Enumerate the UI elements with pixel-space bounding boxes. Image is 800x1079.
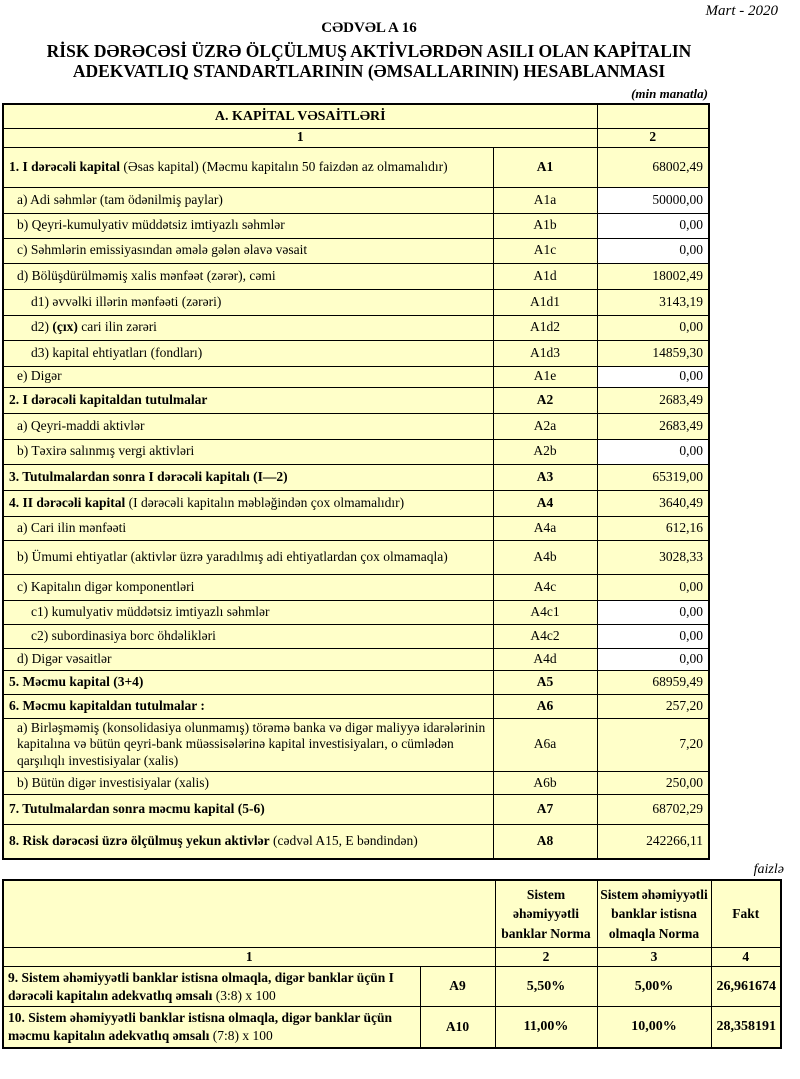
title-line-2: ADEKVATLIQ STANDARTLARININ (ƏMSALLARININ) HESABLANMASI [72, 61, 666, 81]
label-text: b) Ümumi ehtiyatlar (aktivlər üzrə yaradılmış adi ehtiyatlardan çox olmamaqla) [17, 548, 448, 564]
table-row [3, 1007, 781, 1048]
row-code: A4b [493, 540, 597, 574]
row-code: A1d1 [493, 289, 597, 315]
row-code: A1d2 [493, 315, 597, 340]
page-header [0, 0, 738, 81]
row-label [3, 340, 493, 366]
table-row [3, 187, 709, 213]
row-code: A1 [493, 147, 597, 187]
row-value: 0,00 [597, 648, 709, 670]
row-value: 0,00 [597, 439, 709, 464]
row-norm-excluding: 5,00% [597, 967, 711, 1007]
row-label [3, 263, 493, 289]
row-code: A4 [493, 490, 597, 516]
label-text: (cədvəl A15, E bəndindən) [269, 832, 418, 848]
section-header-row [3, 104, 709, 128]
row-value: 0,00 [597, 600, 709, 624]
label-text: a) Cari ilin mənfəəti [17, 519, 127, 535]
row-label [3, 490, 493, 516]
label-text: c1) kumulyativ müddətsiz imtiyazlı səhmlər [31, 603, 270, 619]
row-label [3, 289, 493, 315]
row-code: A9 [420, 967, 495, 1007]
row-value: 0,00 [597, 624, 709, 648]
column-number-1: 1 [3, 948, 495, 967]
row-label [3, 574, 493, 600]
label-text: c) Səhmlərin emissiyasından əmələ gələn əlavə vəsait [17, 242, 308, 258]
column-number-4: 4 [711, 948, 781, 967]
row-code: A5 [493, 670, 597, 694]
row-code: A6b [493, 772, 597, 795]
label-bold-text: 5. Məcmu kapital (3+4) [9, 673, 144, 689]
label-text: d) Bölüşdürülməmiş xalis mənfəət (zərər), cəmi [17, 267, 276, 283]
table-row [3, 387, 709, 413]
row-code: A1c [493, 238, 597, 263]
label-text: a) Adi səhmlər (tam ödənilmiş paylar) [17, 191, 223, 207]
row-code: A1a [493, 187, 597, 213]
row-label [3, 540, 493, 574]
row-value: 2683,49 [597, 413, 709, 439]
capital-table [2, 103, 710, 860]
table-row [3, 795, 709, 825]
row-value: 257,20 [597, 694, 709, 718]
row-code: A6 [493, 694, 597, 718]
row-code: A3 [493, 464, 597, 490]
row-label [3, 648, 493, 670]
row-label [3, 187, 493, 213]
ratio-header-empty-cell [3, 880, 495, 948]
ratio-table [2, 879, 782, 1049]
row-label [3, 413, 493, 439]
row-code: A1b [493, 213, 597, 238]
label-text: d1) əvvəlki illərin mənfəəti (zərəri) [31, 293, 222, 309]
column-number-1: 1 [3, 128, 597, 147]
ratio-header-fact: Fakt [711, 880, 781, 948]
row-code: A4c2 [493, 624, 597, 648]
table-row [3, 289, 709, 315]
label-bold-text: 6. Məcmu kapitaldan tutulmalar : [9, 697, 205, 713]
table-row [3, 670, 709, 694]
section-header: A. KAPİTAL VƏSAİTLƏRİ [3, 104, 597, 128]
label-bold-text: 10. Sistem əhəmiyyətli banklar istisna olmaqla, digər banklar üçün məcmu kapitalın adekvatlıq əmsalı [8, 1010, 393, 1043]
row-label [3, 694, 493, 718]
row-label [3, 967, 420, 1007]
label-bold-text: 4. II dərəcəli kapital [9, 494, 126, 510]
row-value: 242266,11 [597, 825, 709, 859]
row-code: A4c [493, 574, 597, 600]
table-number: CƏDVƏL A 16 [321, 20, 417, 36]
table-row [3, 648, 709, 670]
table-row [3, 315, 709, 340]
row-label [3, 315, 493, 340]
row-code: A1d [493, 263, 597, 289]
row-code: A4a [493, 516, 597, 540]
table-row [3, 263, 709, 289]
percent-note: faizlə [753, 861, 784, 877]
row-value: 2683,49 [597, 387, 709, 413]
row-value: 65319,00 [597, 464, 709, 490]
ratio-header-norm-systemic: Sistem əhəmiyyətli banklar Norma [495, 880, 597, 948]
label-text: (7:8) x 100 [212, 1027, 273, 1043]
label-bold-text: 9. Sistem əhəmiyyətli banklar istisna olmaqla, digər banklar üçün I dərəcəli kapitalın adekvatlıq əmsalı [8, 970, 394, 1003]
label-text: b) Qeyri-kumulyativ müddətsiz imtiyazlı səhmlər [17, 217, 285, 233]
ratio-header-row [3, 880, 781, 948]
row-label [3, 600, 493, 624]
row-value: 0,00 [597, 213, 709, 238]
row-code: A2a [493, 413, 597, 439]
row-value: 3143,19 [597, 289, 709, 315]
ratio-header-norm-excluding: Sistem əhəmiyyətli banklar istisna olmaqla Norma [597, 880, 711, 948]
label-text: d2) [31, 319, 53, 335]
label-text: c) Kapitalın digər komponentləri [17, 578, 195, 594]
label-bold-text: 1. I dərəcəli kapital [9, 158, 120, 174]
row-value: 68959,49 [597, 670, 709, 694]
row-label [3, 387, 493, 413]
row-value: 7,20 [597, 718, 709, 772]
label-bold-text: (çıx) [52, 319, 78, 335]
label-text: (Əsas kapital) (Məcmu kapitalın 50 faizdən az olmamalıdır) [120, 158, 448, 174]
row-value: 250,00 [597, 772, 709, 795]
table-row [3, 540, 709, 574]
label-text: a) Birləşməmiş (konsolidasiya olunmamış) törəmə banka və digər maliyyə idarələrinin kapitalına və bütün qeyri-bank müəssisələrinə kapital investisiyaları, o cümlədən qarşılıqlı investisiyalar (xalis) [17, 719, 486, 769]
table-row [3, 490, 709, 516]
column-number-2: 2 [597, 128, 709, 147]
table-row [3, 238, 709, 263]
row-label [3, 366, 493, 387]
page-title [0, 41, 738, 81]
table-row [3, 464, 709, 490]
row-value: 0,00 [597, 238, 709, 263]
row-code: A2 [493, 387, 597, 413]
row-norm-systemic: 11,00% [495, 1007, 597, 1048]
row-value: 50000,00 [597, 187, 709, 213]
table-row [3, 600, 709, 624]
row-code: A8 [493, 825, 597, 859]
row-label [3, 147, 493, 187]
label-text: (3:8) x 100 [215, 987, 276, 1003]
row-fact: 28,358191 [711, 1007, 781, 1048]
row-code: A1e [493, 366, 597, 387]
table-row [3, 366, 709, 387]
row-norm-excluding: 10,00% [597, 1007, 711, 1048]
column-number-2: 2 [495, 948, 597, 967]
table-row [3, 825, 709, 859]
table-row [3, 213, 709, 238]
table-row [3, 147, 709, 187]
row-code: A6a [493, 718, 597, 772]
row-label [3, 624, 493, 648]
row-value: 612,16 [597, 516, 709, 540]
report-period: Mart - 2020 [705, 3, 778, 19]
table-row [3, 694, 709, 718]
table-row [3, 772, 709, 795]
row-label [3, 516, 493, 540]
table-row [3, 967, 781, 1007]
table-row [3, 516, 709, 540]
table-row [3, 439, 709, 464]
row-value: 68002,49 [597, 147, 709, 187]
label-bold-text: 8. Risk dərəcəsi üzrə ölçülmuş yekun aktivlər [9, 832, 270, 848]
table-row [3, 340, 709, 366]
row-value: 14859,30 [597, 340, 709, 366]
label-text: a) Qeyri-maddi aktivlər [17, 417, 145, 433]
row-fact: 26,961674 [711, 967, 781, 1007]
row-label [3, 772, 493, 795]
table-row [3, 574, 709, 600]
row-code: A4d [493, 648, 597, 670]
label-bold-text: 7. Tutulmalardan sonra məcmu kapital (5-6) [9, 801, 265, 817]
label-bold-text: 3. Tutulmalardan sonra I dərəcəli kapitalı (I—2) [9, 468, 288, 484]
row-label [3, 718, 493, 772]
row-label [3, 464, 493, 490]
table-row [3, 413, 709, 439]
row-code: A1d3 [493, 340, 597, 366]
table-row [3, 624, 709, 648]
row-label [3, 439, 493, 464]
title-line-1: RİSK DƏRƏCƏSİ ÜZRƏ ÖLÇÜLMUŞ AKTİVLƏRDƏN ASILI OLAN KAPİTALIN [46, 41, 692, 61]
column-number-row [3, 128, 709, 147]
unit-note: (min manatla) [631, 86, 708, 101]
row-label [3, 795, 493, 825]
row-code: A4c1 [493, 600, 597, 624]
row-value: 0,00 [597, 574, 709, 600]
label-bold-text: 2. I dərəcəli kapitaldan tutulmalar [9, 391, 208, 407]
row-label [3, 825, 493, 859]
row-code: A10 [420, 1007, 495, 1048]
section-header-empty-cell [597, 104, 709, 128]
row-code: A7 [493, 795, 597, 825]
row-value: 18002,49 [597, 263, 709, 289]
label-text: b) Təxirə salınmış vergi aktivləri [17, 443, 195, 459]
row-value: 3028,33 [597, 540, 709, 574]
label-text: d) Digər vəsaitlər [17, 650, 112, 666]
row-value: 3640,49 [597, 490, 709, 516]
row-value: 0,00 [597, 366, 709, 387]
label-text: e) Digər [17, 368, 62, 384]
label-text: cari ilin zərəri [77, 319, 157, 335]
row-value: 68702,29 [597, 795, 709, 825]
label-text: d3) kapital ehtiyatları (fondları) [31, 344, 203, 360]
label-text: c2) subordinasiya borc öhdəlikləri [31, 627, 216, 643]
row-label [3, 1007, 420, 1048]
label-text: b) Bütün digər investisiyalar (xalis) [17, 774, 209, 790]
label-text: (I dərəcəli kapitalın məbləğindən çox olmamalıdır) [125, 494, 405, 510]
column-number-3: 3 [597, 948, 711, 967]
row-norm-systemic: 5,50% [495, 967, 597, 1007]
column-number-row [3, 948, 781, 967]
row-value: 0,00 [597, 315, 709, 340]
row-label [3, 213, 493, 238]
row-label [3, 670, 493, 694]
row-code: A2b [493, 439, 597, 464]
row-label [3, 238, 493, 263]
table-row [3, 718, 709, 772]
